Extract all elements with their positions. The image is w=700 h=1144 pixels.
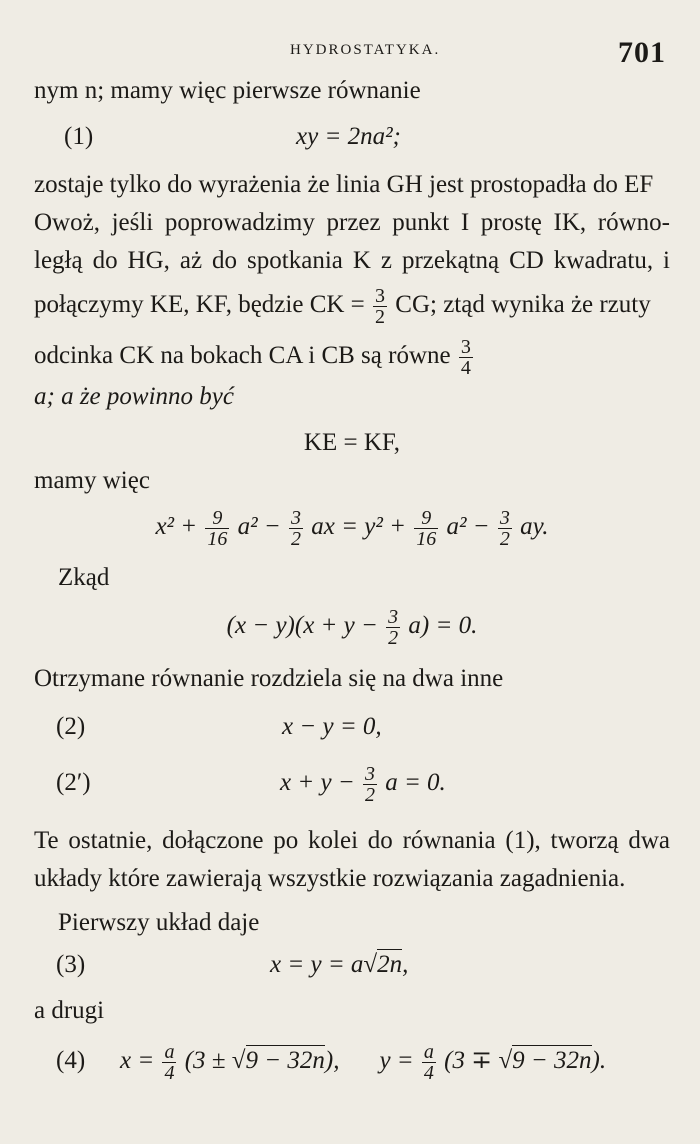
page-number: 701 bbox=[618, 36, 666, 69]
fraction: $\frac{9}{16}$ bbox=[416, 507, 437, 550]
equation-ke-kf: KE = KF, bbox=[303, 429, 401, 456]
fraction: $\frac{3}{2}$ bbox=[291, 507, 302, 550]
equation-4 bbox=[34, 1042, 670, 1088]
text-line: mamy więc bbox=[34, 467, 150, 494]
equation-3 bbox=[34, 946, 670, 986]
equation-factored: (x − y)(x + y − $\frac{3}{2}$ a) = 0. bbox=[226, 606, 478, 649]
text-line: a drugi bbox=[34, 997, 105, 1024]
fraction: $\frac{a}{4}$ bbox=[423, 1041, 434, 1084]
text-line: ległą do HG, aż do spotkania K z przekątną CD kwadratu, i bbox=[34, 247, 670, 274]
equation-expanded: x² + $\frac{9}{16}$ a² − $\frac{3}{2}$ ax = y² + $\frac{9}{16}$ a² − $\frac{3}{2}$ ay. bbox=[155, 507, 549, 550]
equation-number: (4) bbox=[56, 1047, 86, 1074]
equation-2 bbox=[34, 708, 670, 748]
text-line: połączymy KE, KF, będzie CK = $\frac{3}{2}$ CG; ztąd wynika że rzuty bbox=[34, 285, 651, 328]
text-line: odcinka CK na bokach CA i CB są równe $\frac{3}{4}$ a; a że powinno być bbox=[34, 336, 471, 410]
text-line: Zkąd bbox=[58, 564, 110, 591]
equation-body: x − y = 0, bbox=[282, 713, 382, 740]
equation-body: x + y − $\frac{3}{2}$ a = 0. bbox=[280, 763, 446, 806]
text-line: Otrzymane równanie rozdziela się na dwa inne bbox=[34, 665, 504, 692]
equation-body: x = $\frac{a}{4}$ (3 ± √9 − 32n), y = $\frac{a}{4}$ (3 ∓ √9 − 32n). bbox=[120, 1041, 607, 1084]
text-line: zostaje tylko do wyrażenia że linia GH jest prostopadła do EF bbox=[34, 171, 654, 198]
equation-number: (2) bbox=[56, 713, 86, 740]
fraction: $\frac{9}{16}$ bbox=[207, 507, 228, 550]
equation-number: (2′) bbox=[56, 769, 91, 796]
equation-number: (3) bbox=[56, 951, 86, 978]
text-line: Owoż, jeśli poprowadzimy przez punkt I prostę IK, równo- bbox=[34, 209, 670, 236]
equation-1 bbox=[34, 118, 670, 158]
fraction: $\frac{3}{2}$ bbox=[364, 763, 375, 806]
text-line: nym n; mamy więc pierwsze równanie bbox=[34, 77, 421, 104]
text-line: Pierwszy układ daje bbox=[58, 909, 260, 936]
equation-2-prime bbox=[34, 764, 670, 810]
running-head: HYDROSTATYKA. bbox=[290, 42, 441, 58]
body-text bbox=[34, 72, 670, 1088]
fraction: $\frac{3}{2}$ bbox=[375, 285, 386, 328]
text-line: Te ostatnie, dołączone po kolei do równania (1), tworzą dwa bbox=[34, 827, 670, 854]
fraction: $\frac{3}{4}$ bbox=[460, 336, 471, 379]
fraction: $\frac{3}{2}$ bbox=[499, 507, 510, 550]
equation-body: xy = 2na²; bbox=[296, 123, 401, 150]
text-line: układy które zawierają wszystkie rozwiązania zagadnienia. bbox=[34, 865, 626, 892]
fraction: $\frac{a}{4}$ bbox=[164, 1041, 175, 1084]
fraction: $\frac{3}{2}$ bbox=[388, 606, 399, 649]
equation-number: (1) bbox=[64, 123, 94, 150]
equation-body: x = y = a√2n, bbox=[270, 951, 409, 978]
page-header bbox=[0, 38, 700, 68]
